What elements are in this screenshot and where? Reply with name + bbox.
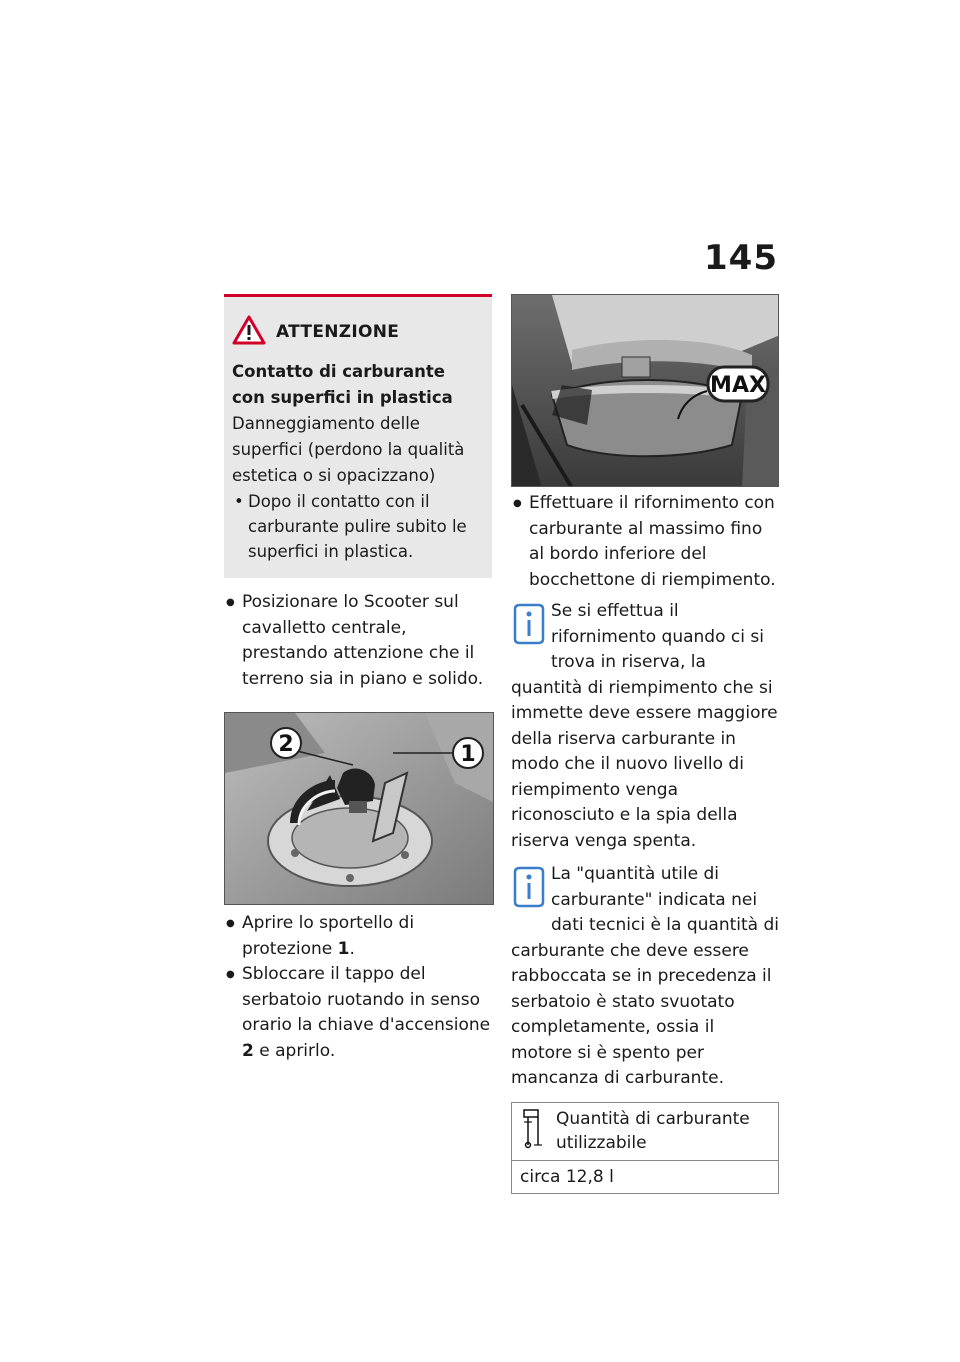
info-note-text: La "quantità utile di carburante" indicata nei dati tecnici è la quantità di carburante che deve essere rabboccata se in precedenza il serbatoio è stato svuotato completamente, ossia il motore si è spento per mancanza di carburante. (511, 864, 779, 1088)
step-item: ● Posizionare lo Scooter sul cavalletto centrale, prestando attenzione che il terreno sia in piano e solido. (224, 590, 494, 692)
info-note-2 (511, 862, 779, 1092)
step-list-1 (224, 590, 494, 692)
info-note-text: Se si effettua il rifornimento quando ci si trova in riserva, la quantità di riempimento che si immette deve essere maggiore della riserva carburante in modo che il nuovo livello di riempimento venga riconosciuto e la spia della riserva venga spenta. (511, 601, 778, 851)
fuel-level-figure (511, 294, 779, 487)
warning-bullets (232, 489, 482, 564)
step-item: ● Aprire lo sportello di protezione 1. (224, 911, 494, 962)
step-list-2 (224, 911, 494, 1064)
spec-label: Quantità di carburante utilizzabile (556, 1108, 750, 1153)
ref-number: 1 (337, 938, 350, 959)
warning-body: Danneggiamento delle superfici (perdono la qualità estetica o si opacizzano) (232, 414, 465, 485)
info-note-1 (511, 599, 779, 854)
warning-bullet: • Dopo il contatto con il carburante pulire subito le superfici in plastica. (232, 489, 482, 564)
fuel-gauge-icon (520, 1107, 546, 1156)
ref-number: 2 (242, 1040, 254, 1061)
warning-header (232, 315, 482, 349)
warning-title: ATTENZIONE (276, 322, 400, 342)
right-column (511, 294, 779, 1194)
warning-box (224, 294, 492, 578)
spec-value: circa 12,8 l (520, 1166, 614, 1187)
spec-table (511, 1102, 779, 1194)
warning-triangle-icon (232, 315, 266, 349)
max-badge: MAX (710, 373, 766, 398)
step-item: ● Effettuare il rifornimento con carburante al massimo fino al bordo inferiore del bocchettone di riempimento. (511, 491, 779, 593)
warning-subtitle: Contatto di carburante con superfici in plastica (232, 362, 453, 407)
fuel-cap-figure (224, 712, 494, 905)
step-item: ● Sbloccare il tappo del serbatoio ruotando in senso orario la chiave d'accensione 2 e aprirlo. (224, 962, 494, 1064)
left-column (224, 294, 494, 1064)
info-icon (511, 866, 549, 916)
page-number: 145 (704, 238, 778, 278)
figure-label-2: 2 (278, 732, 294, 757)
step-list-right (511, 491, 779, 593)
figure-label-1: 1 (460, 742, 476, 767)
info-icon (511, 603, 549, 653)
